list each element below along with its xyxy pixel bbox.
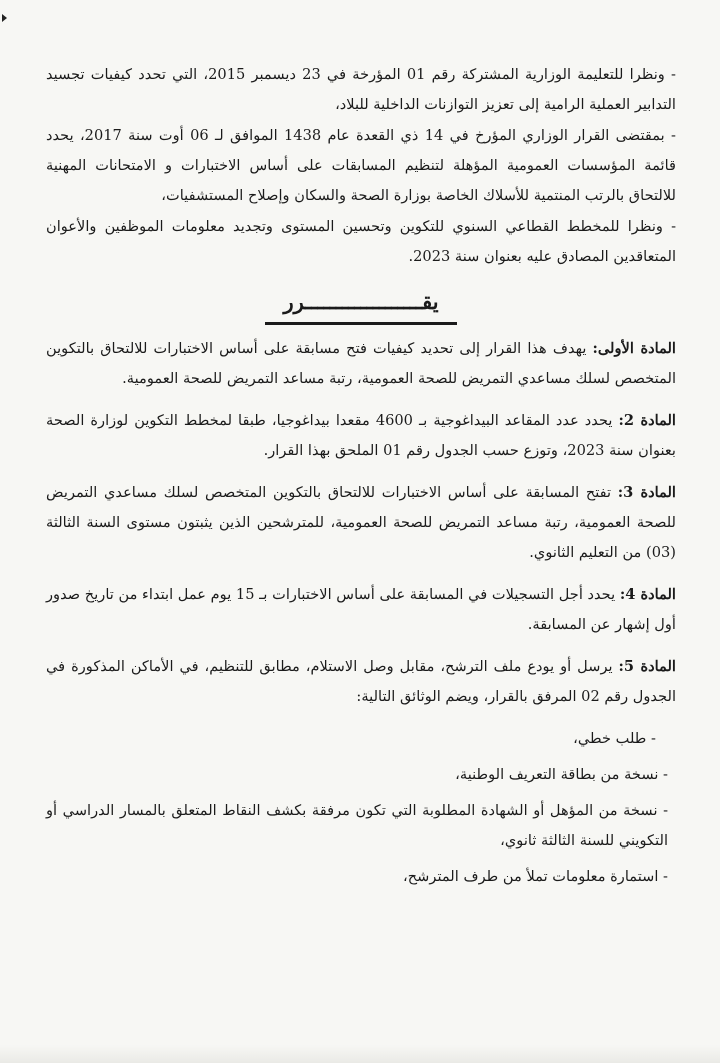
- article-4: [46, 580, 676, 640]
- article-5-label: المادة 5:: [618, 658, 676, 675]
- preamble-section: [46, 60, 676, 272]
- list-item: - استمارة معلومات تملأ من طرف المترشح،: [403, 868, 668, 885]
- list-item: - طلب خطي،: [573, 730, 656, 747]
- article-5-text: يرسل أو يودع ملف الترشح، مقابل وصل الاستلام، مطابق للتنظيم، في الأماكن المذكورة في الجدول رقم 02 المرفق بالقرار، ويضم الوثائق التالية:: [46, 658, 676, 705]
- preamble-clause-ministerial-decision: - بمقتضى القرار الوزاري المؤرخ في 14 ذي القعدة عام 1438 الموافق لـ 06 أوت سنة 2017، يحدد قائمة المؤسسات العمومية المؤهلة لتنظيم المسابقات على أساس الاختبارات و الامتحانات المهنية للالتحاق بالرتب المنتمية للأسلاك الخاصة بوزارة الصحة والسكان وإصلاح المستشفيات،: [46, 127, 676, 204]
- article-2-label: المادة 2:: [618, 412, 676, 429]
- article-2-text: يحدد عدد المقاعد البيداغوجية بـ 4600 مقعدا بيداغوجيا، طبقا لمخطط التكوين لوزارة الصحة بعنوان سنة 2023، وتوزع حسب الجدول رقم 01 الملحق بهذا القرار.: [46, 412, 676, 459]
- article-4-label: المادة 4:: [619, 586, 676, 603]
- corner-scan-mark: [2, 14, 7, 22]
- article-1-text: يهدف هذا القرار إلى تحديد كيفيات فتح مسابقة على أساس الاختبارات للالتحاق بالتكوين المتخصص لسلك مساعدي التمريض للصحة العمومية، رتبة مساعد التمريض للصحة العمومية.: [46, 340, 676, 387]
- article-4-text: يحدد أجل التسجيلات في المسابقة على أساس الاختبارات بـ 15 يوم عمل ابتداء من تاريخ صدور أول إشهار عن المسابقة.: [46, 586, 676, 633]
- required-documents-list: [46, 724, 676, 892]
- article-3-label: المادة 3:: [617, 484, 676, 501]
- articles-section: [46, 334, 676, 892]
- decision-heading-wrapper: [46, 282, 676, 326]
- article-5: [46, 652, 676, 712]
- page-bottom-edge: [0, 1045, 720, 1063]
- list-item: - نسخة من بطاقة التعريف الوطنية،: [455, 766, 668, 783]
- list-item: - نسخة من المؤهل أو الشهادة المطلوبة التي تكون مرفقة بكشف النقاط المتعلق بالمسار الدراسي أو التكويني للسنة الثالثة ثانوي،: [46, 802, 668, 849]
- article-1-label: المادة الأولى:: [592, 340, 676, 357]
- preamble-clause-instruction: - ونظرا للتعليمة الوزارية المشتركة رقم 01 المؤرخة في 23 ديسمبر 2015، التي تحدد كيفيات تجسيد التدابير العملية الرامية إلى تعزيز التوازنات الداخلية للبلاد،: [46, 66, 676, 113]
- article-1: [46, 334, 676, 394]
- article-3-text: تفتح المسابقة على أساس الاختبارات للالتحاق بالتكوين المتخصص لسلك مساعدي التمريض للصحة العمومية، رتبة مساعد التمريض للصحة العمومية، للمترشحين الذين يثبتون مستوى السنة الثالثة (03) من التعليم الثانوي.: [46, 484, 676, 561]
- article-2: [46, 406, 676, 466]
- article-3: [46, 478, 676, 568]
- decision-heading: يقـــــــــــــــــــرر: [265, 282, 456, 325]
- preamble-clause-training-plan: - ونظرا للمخطط القطاعي السنوي للتكوين وتحسين المستوى وتجديد معلومات الموظفين والأعوان المتعاقدين المصادق عليه بعنوان سنة 2023.: [46, 218, 676, 265]
